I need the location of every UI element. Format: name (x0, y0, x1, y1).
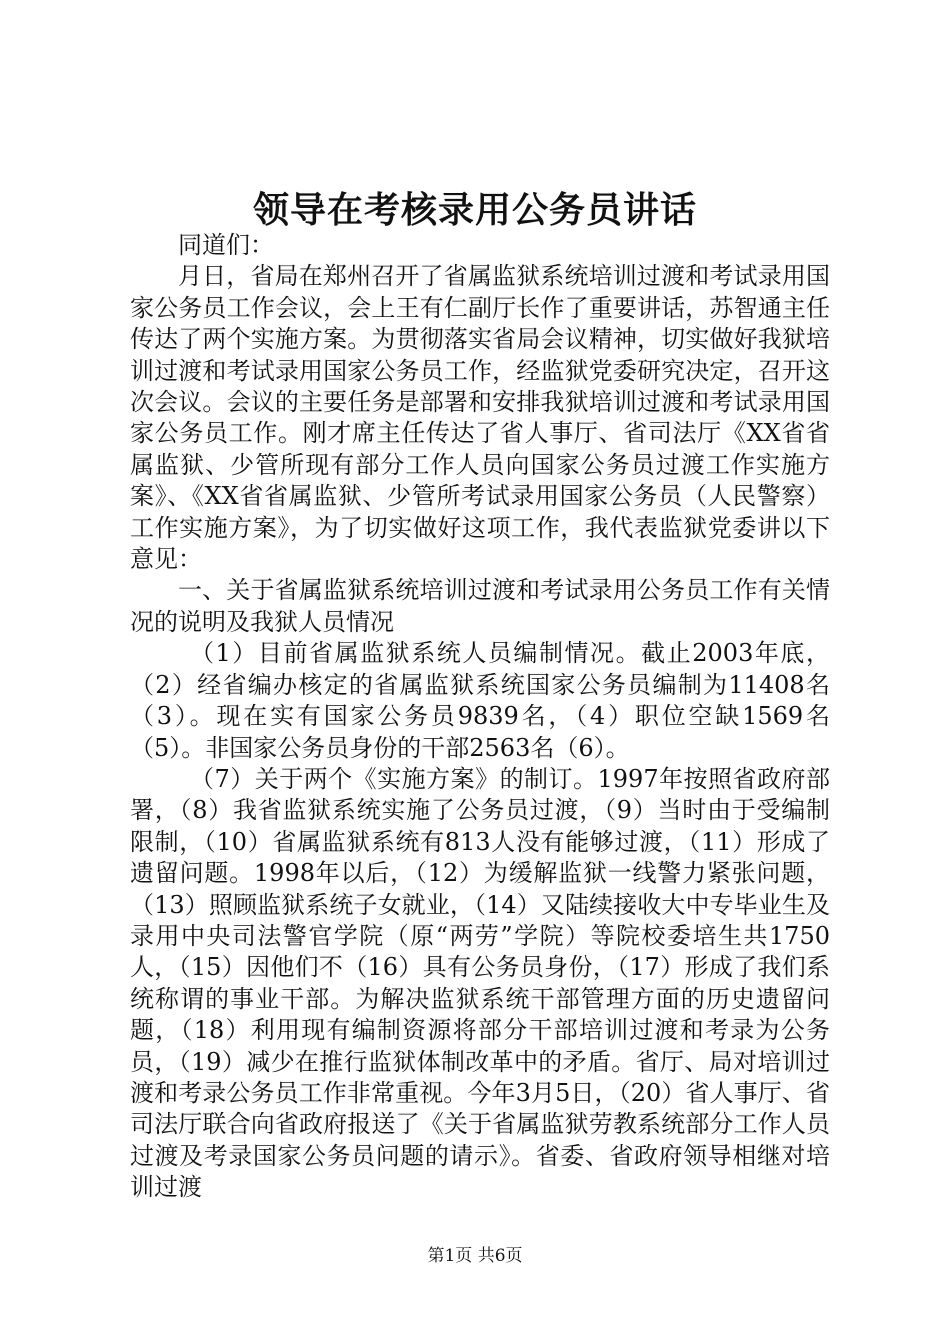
document-title: 领导在考核录用公务员讲话 (252, 189, 697, 231)
plan-background-paragraph: （7）关于两个《实施方案》的制订。1997年按照省政府部署，（8）我省监狱系统实施了公务员过渡，（9）当时由于受编制限制，（10）省属监狱系统有813人没有能够过渡，（11）形成了遗留问题。1998年以后，（12）为缓解监狱一线警力紧张问题，（13）照顾监狱系统子女就业，（14）又陆续接收大中专毕业生及录用中央司法警官学院（原“两劳”学院）等院校委培生共1750人，（15）因他们不（16）具有公务员身份，（17）形成了我们系统称谓的事业干部。为解决监狱系统干部管理方面的历史遗留问题，（18）利用现有编制资源将部分干部培训过渡和考录为公务员，（19）减少在推行监狱体制改革中的矛盾。省厅、局对培训过渡和考录公务员工作非常重视。今年3月5日，（20）省人事厅、省司法厅联合向省政府报送了《关于省属监狱劳教系统部分工作人员过渡及考录国家公务员问题的请示》。省委、省政府领导相继对培训过渡 (130, 764, 830, 1202)
intro-paragraph: 月日，省局在郑州召开了省属监狱系统培训过渡和考试录用国家公务员工作会议，会上王有仁副厅长作了重要讲话，苏智通主任传达了两个实施方案。为贯彻落实省局会议精神，切实做好我狱培训过渡和考试录用国家公务员工作，经监狱党委研究决定，召开这次会议。会议的主要任务是部署和安排我狱培训过渡和考试录用国家公务员工作。刚才席主任传达了省人事厅、省司法厅《XX省省属监狱、少管所现有部分工作人员向国家公务员过渡工作实施方案》、《XX省省属监狱、少管所考试录用国家公务员（人民警察）工作实施方案》，为了切实做好这项工作，我代表监狱党委讲以下意见： (130, 262, 830, 574)
document-body (130, 230, 830, 1204)
page-footer: 第1页 共6页 (427, 1246, 523, 1266)
section-heading-paragraph: 一、关于省属监狱系统培训过渡和考试录用公务员工作有关情况的说明及我狱人员情况 (130, 576, 830, 636)
staffing-paragraph: （1）目前省属监狱系统人员编制情况。截止2003年底，（2）经省编办核定的省属监狱系统国家公务员编制为11408名（3）。现在实有国家公务员9839名，（4）职位空缺1569名（5）。非国家公务员身份的干部2563名（6）。 (130, 639, 830, 762)
salutation-paragraph: 同道们： (178, 231, 274, 259)
